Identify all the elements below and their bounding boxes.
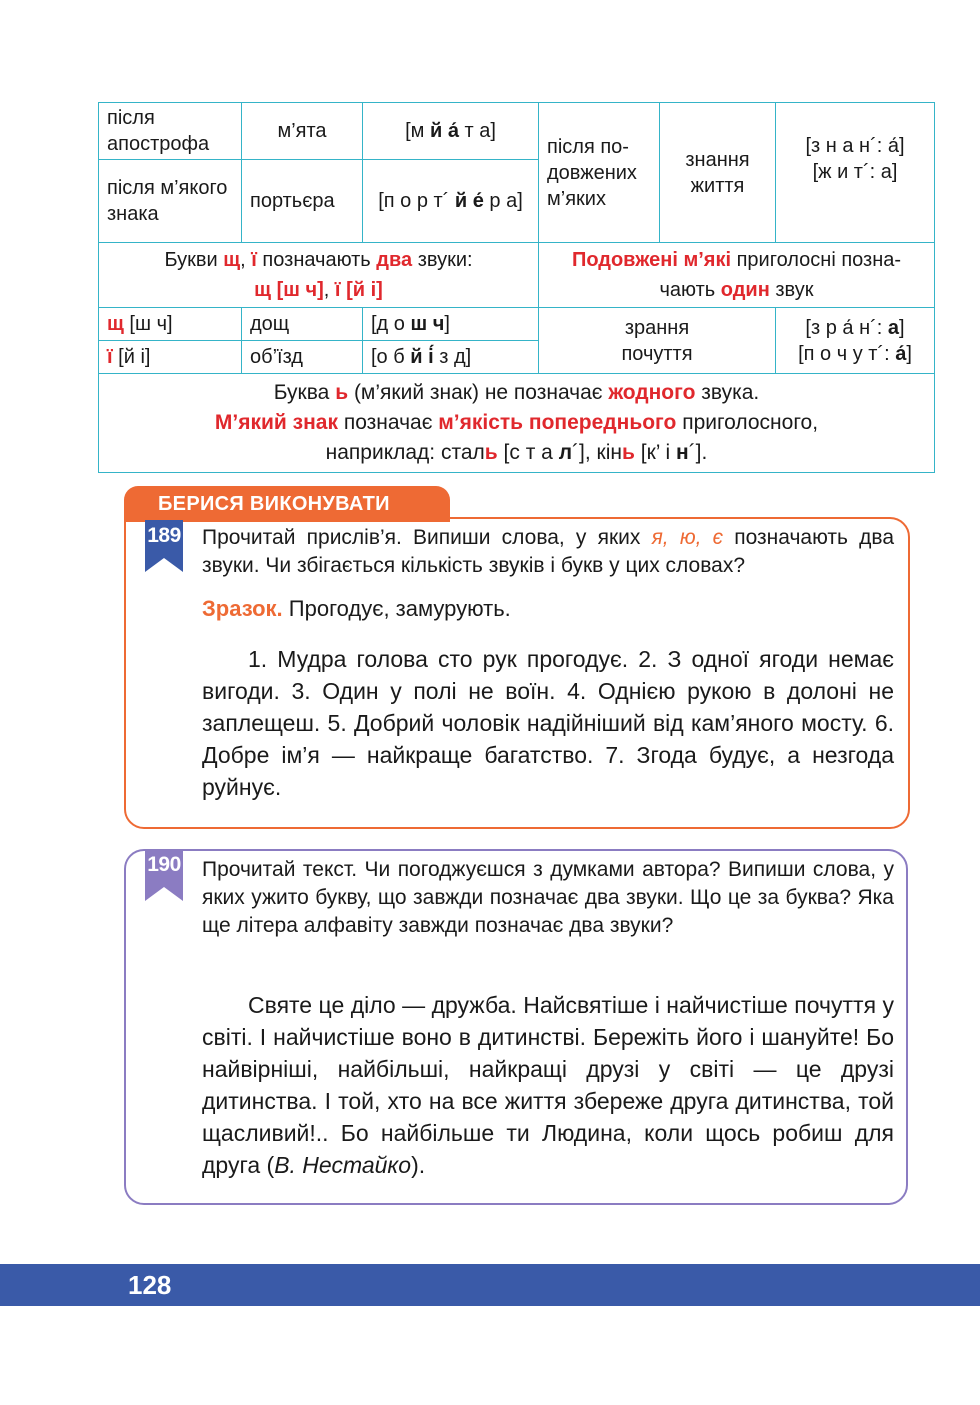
transcription-line: [з р а́ н´: а] <box>805 316 905 339</box>
phonetics-table <box>98 102 935 473</box>
transcription-line: [п о ч у т´: а́] <box>798 342 912 365</box>
exercise-190-text: Святе це діло — дружба. Найсвятіше і найчистіше почуття у світі. І найчистіше воно в дитинстві. Бережіть його і шануйте! Бо найвірніші, найбільші, найкращі друзі у світі — це друзі дитинства. І той, хто на все життя збереже друга дитинства, той щасливий!.. Бо найбільше ти Людина, коли щось робиш для друга (В. Нестайко). <box>202 992 894 1178</box>
exercise-189-badge <box>145 520 183 572</box>
exercise-190-task: Прочитай текст. Чи погоджуєшся з думками автора? Випиши слова, у яких ужито букву, що завжди позначає два звуки. Що це за буква? Яка ще літера алфавіту завжди позначає два звуки? <box>202 858 894 937</box>
rule-lengthened-soft: Подовжені м’які приголосні позна-чають один звук <box>539 243 935 308</box>
author-name: В. Нестайко <box>274 1152 412 1178</box>
page-number: 128 <box>128 1270 172 1300</box>
exercise-189-sample: Зразок. Прогодує, замурують. <box>202 596 511 621</box>
cell-transcription-znannia <box>776 103 935 243</box>
exercise-190-badge <box>145 849 183 901</box>
cell-word-znannia: знання життя <box>660 103 776 243</box>
exercise-189-task: Прочитай прислів’я. Випиши слова, у яких я, ю, є позначають два звуки. Чи збігається кількість звуків і букв у цих словах? <box>202 526 894 577</box>
exercise-number: 190 <box>147 853 181 876</box>
cell-position-lengthened: після по-довжених м’яких <box>539 103 660 243</box>
section-title: БЕРИСЯ ВИКОНУВАТИ <box>124 486 450 522</box>
cell-word-portiera: портьєра <box>242 160 363 243</box>
transcription-line: [з н а н´: а́] <box>805 135 905 157</box>
cell-position-apostrophe: після апострофа <box>99 103 242 160</box>
cell-transcription-miata: [м й а́ т а] <box>363 103 539 160</box>
cell-transcription-zrannia <box>776 308 935 374</box>
cell-transcription-doshch: [д о ш ч] <box>363 308 539 341</box>
cell-word-doshch: дощ <box>242 308 363 341</box>
exercise-189-proverbs: 1. Мудра голова сто рук прогодує. 2. З одної ягоди немає вигоди. 3. Один у полі не воїн. 4. Однією рукою в долоні не заплещеш. 5. Добрий чоловік надійніший від кам’яного мосту. 6. Добре ім’я — найкраще багатство. 7. Згода будує, а незгода руйнує. <box>202 646 894 800</box>
exercise-number: 189 <box>147 524 181 547</box>
cell-word-miata: м’ята <box>242 103 363 160</box>
cell-position-soft-sign: після м’якого знака <box>99 160 242 243</box>
cell-word-obizd: об’їзд <box>242 341 363 374</box>
cell-transcription-portiera: [п о р т´ й е́ р а] <box>363 160 539 243</box>
cell-letter-yi: ї [й і] <box>99 341 242 374</box>
cell-word-zrannia: зрання почуття <box>539 308 776 374</box>
rule-soft-sign: Буква ь (м’який знак) не позначає жодного звука. М’який знак позначає м’якість попереднього приголосного, наприклад: сталь [с т а л´], кінь [к’ і н´]. <box>99 374 935 473</box>
cell-transcription-obizd: [о б й і́ з д] <box>363 341 539 374</box>
transcription-line: [ж и т´: а] <box>812 161 898 183</box>
rule-two-sounds: Букви щ, ї позначають два звуки: щ [ш ч], ї [й і] <box>99 243 539 308</box>
cell-letter-shch: щ [ш ч] <box>99 308 242 341</box>
